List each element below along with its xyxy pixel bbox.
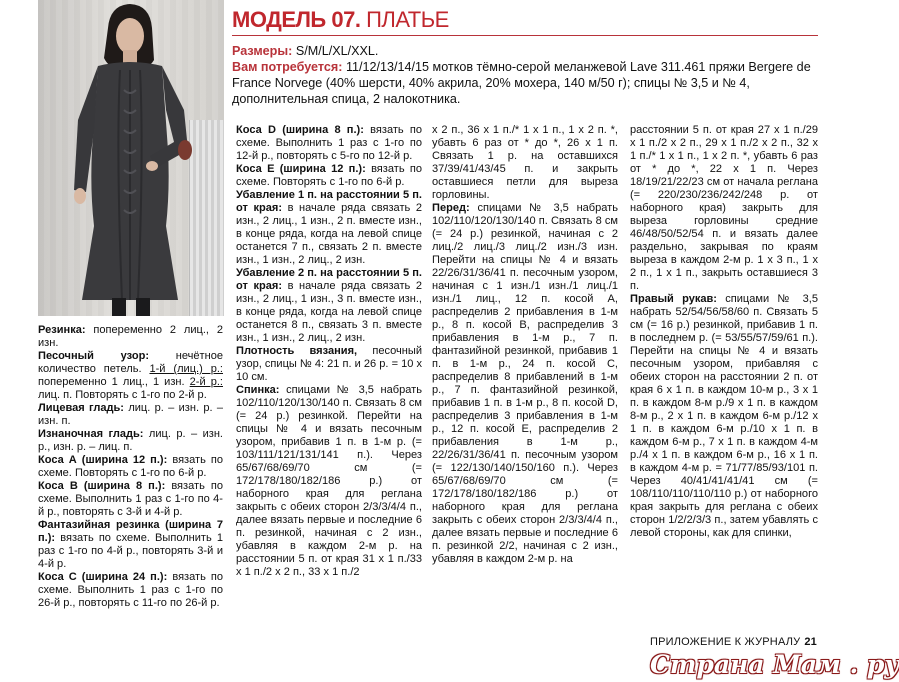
paragraph-label: Коса В (ширина 8 п.): — [38, 480, 166, 492]
materials-label: Вам потребуется: — [232, 60, 343, 74]
paragraph-label: Спинка: — [236, 384, 280, 396]
paragraph — [38, 324, 223, 350]
row-label: 1-й (лиц.) р.: — [149, 363, 223, 375]
paragraph-text: вязать по схеме. Повторять с 1-го по 6-й р. — [236, 163, 422, 188]
intro-block — [232, 43, 822, 107]
footer-text: ПРИЛОЖЕНИЕ К ЖУРНАЛУ — [650, 636, 801, 648]
page-number: 21 — [804, 636, 817, 648]
row-label: 2-й р.: — [189, 376, 223, 388]
paragraph-label: Фантазийная резинка (ширина 7 п.): — [38, 519, 223, 544]
paragraph-label: Плотность вязания, — [236, 345, 358, 357]
paragraph-text: х 2 п., 36 х 1 п./* 1 х 1 п., 1 х 2 п. *, убавть 6 раз от * до *, 26 х 1 п. Связать 1 р. на оставшихся 37/39/41/43/45 п. и закрыть оставшиеся петли для выреза горловины. — [432, 124, 618, 201]
paragraph — [38, 402, 223, 428]
paragraph-text: спицами № 3,5 набрать 102/110/120/130/140 п. Связать 8 см (= 24 р.) резинкой. Перейти на спицы № 4 и вязать песочным узором, прибавив 1 п. в 1-м р. (= 103/111/121/131/141 п.). Через 65/67/68/69/70 см (= 172/178/180/182/186 р.) от наборного края для реглана закрыть с обеих сторон 2/3/3/4/4 п., далее вязать первые и последние 6 п. резинкой, начиная с 2 изн., убавляя в каждом 2-м р. на расстоянии 5 п. от края 31 х 1 п./33 х 1 п./2 х 2 п., 33 х 1 п./2 — [236, 384, 422, 578]
paragraph-text: в начале ряда связать 2 изн., 2 лиц., 1 изн., 3 п. вместе изн., в конце ряда, когда на левой спице останется 8 п., связать 3 п. вместе изн., 1 изн., 2 лиц., 2 изн. — [236, 280, 422, 344]
sizes-value: S/M/L/XL/XXL. — [295, 44, 379, 58]
paragraph-text: попеременно 2 лиц., 2 изн. — [38, 324, 224, 349]
paragraph — [38, 350, 223, 402]
paragraph-text: вязать по схеме. Выполнить 1 раз с 1-го по 12-й р., повторять с 5-го по 12-й р. — [236, 124, 423, 162]
paragraph-text: в начале ряда связать 2 изн., 2 лиц., 1 изн., 2 п. вместе изн., в конце ряда, когда на левой спице останется 7 п., связать 2 п. вместе изн., 1 изн., 2 лиц., 2 изн. — [236, 202, 422, 266]
materials-value: 11/12/13/14/15 мотков тёмно-серой меланжевой Lave 311.461 пряжи Bergere de France Norvege (40% шерсти, 40% акрила, 20% мохера, 140 м/50 г); спицы № 3,5 и № 4, дополнительная спица, 2 налокотника. — [232, 60, 811, 106]
paragraph — [38, 519, 223, 571]
paragraph-label: Резинка: — [38, 324, 86, 336]
paragraph-label: Песочный узор: — [38, 350, 150, 362]
paragraph-label: Перед: — [432, 202, 470, 214]
title-bar — [232, 9, 818, 36]
paragraph-label: Изнаночная гладь: — [38, 428, 144, 440]
paragraph-text: песочный узор, спицы № 4: 21 п. и 26 р. = 10 х 10 см. — [236, 345, 422, 383]
column-front — [432, 124, 618, 566]
paragraph-text: нечётное количество петель. — [38, 350, 223, 375]
paragraph-text: спицами № 3,5 набрать 102/110/120/130/140 п. Связать 8 см (= 24 р.) резинкой, начиная с 2 лиц./2 лиц./3 лиц./2 изн./3 изн. Перейти на спицы № 4 и вязать 22/26/31/36/41 п. песочным узором, начиная с 1 изн./1 изн./1 лиц./1 изн./1 лиц., 12 п. косой А, распределив 2 прибавления в 1-м р., 8 п. косой В, распределив 3 прибавления в 1-м р., 7 п. фантазийной резинкой, прибавив 1 п. в 1-м р., 24 п. косой С, распределив 8 прибавлений в 1-м р., 7 п. фантазийной резинкой, прибавив 1 п. в 1-м р., 8 п. косой D, распределив 3 прибавления в 1-м р., 12 п. косой Е, распределив 2 прибавления в 1-м р., 22/26/31/36/41 п. песочным узором (= 122/130/140/150/160 п.). Через 65/67/68/69/70 см (= 172/178/180/182/186 р.) от наборного края для реглана закрыть с обеих сторон 2/3/3/4/4 п., далее вязать первые и последние 6 п. резинкой 2/2, начиная с 2 изн., убавляя в каждом 2-м р. на — [432, 202, 618, 565]
page-footer — [650, 636, 817, 648]
paragraph-label: Коса А (ширина 12 п.): — [38, 454, 168, 466]
paragraph — [432, 124, 618, 202]
column-patterns — [38, 324, 223, 610]
paragraph-label: Лицевая гладь: — [38, 402, 124, 414]
paragraph-label: Убавление 1 п. на расстоянии 5 п. от края: — [236, 189, 422, 214]
model-photo — [38, 0, 224, 316]
paragraph-text: лиц. р. – изн. р., изн. р. – лиц. п. — [38, 428, 224, 453]
paragraph — [38, 428, 223, 454]
paragraph-text: лиц. п. Повторять с 1-го по 2-й р. — [38, 389, 207, 401]
paragraph — [236, 345, 422, 384]
paragraph-text: попеременно 1 лиц., 1 изн. — [38, 376, 185, 388]
watermark: Страна Мам . ру — [650, 650, 899, 679]
sizes-label: Размеры: — [232, 44, 293, 58]
model-figure — [38, 0, 224, 316]
column-back — [236, 124, 422, 579]
paragraph-label: Правый рукав: — [630, 293, 717, 305]
paragraph — [630, 293, 818, 540]
paragraph-text: вязать по схеме. Выполнить 1 раз с 1-го по 26-й р., повторять с 11-го по 26-й р. — [38, 571, 223, 609]
paragraph-label: Убавление 2 п. на расстоянии 5 п. от края: — [236, 267, 422, 292]
paragraph-text: вязать по схеме. Выполнить 1 раз с 1-го по 4-й р., повторять с 3-й и 4-й р. — [38, 480, 224, 518]
paragraph — [630, 124, 818, 293]
paragraph — [432, 202, 618, 566]
column-sleeve — [630, 124, 818, 540]
paragraph — [38, 571, 223, 610]
paragraph-label: Коса С (ширина 24 п.): — [38, 571, 168, 583]
paragraph-text: спицами № 3,5 набрать 52/54/56/58/60 п. Связать 5 см (= 16 р.) резинкой, прибавив 1 п. в последнем р. (= 53/55/57/59/61 п.). Перейти на спицы № 4 и вязать песочным узором, прибавляя с обеих сторон на расстоянии 2 п. от края 6 х 1 п. в каждом 10-м р., 3 х 1 п. в каждом 8-м р./9 х 1 п. в каждом 8-м р., 2 х 1 п. в каждом 6-м р./12 х 1 п. в каждом 6-м р./10 х 1 п. в каждом 6-м р., 7 х 1 п. в каждом 4-м р./4 х 1 п. в каждом 6-м р., 16 х 1 п. в каждом 4-м р. = 71/77/85/93/101 п. Через 40/41/41/41/41 см (= 108/110/110/110/110 р.) от наборного края закрыть для реглана с обеих сторон 1/2/2/3/3 п., затем убавлять с левой стороны, как для спинки, — [630, 293, 818, 539]
paragraph-text: вязать по схеме. Повторять с 1-го по 6-й р. — [38, 454, 223, 479]
paragraph — [38, 454, 223, 480]
paragraph-label: Коса Е (ширина 12 п.): — [236, 163, 366, 175]
paragraph — [236, 384, 422, 579]
model-number: МОДЕЛЬ 07. — [232, 7, 361, 32]
page-title — [232, 7, 449, 33]
model-name: ПЛАТЬЕ — [366, 7, 449, 32]
paragraph — [236, 267, 422, 345]
paragraph — [38, 480, 223, 519]
paragraph — [236, 163, 422, 189]
paragraph — [236, 189, 422, 267]
paragraph-text: расстоянии 5 п. от края 27 х 1 п./29 х 1 п./2 х 2 п., 29 х 1 п./2 х 2 п., 32 х 1 п./* 1 х 1 п., 1 х 2 п. *, убавть 6 раз от * до *, 22 х 1 п. Через 18/19/21/22/23 см от начала реглана (= 220/230/236/242/248 р. от наборного края) закрыть для выреза горловины средние 46/48/50/52/54 п. и вязать далее раздельно, закрывая по краям выреза в каждом 2-м р. 1 х 3 п., 1 х 2 п., 1 х 1 п., закрыть оставшиеся 3 п. — [630, 124, 818, 292]
paragraph — [236, 124, 422, 163]
paragraph-text: лиц. р. – изн. р. – изн. п. — [38, 402, 223, 427]
paragraph-text: вязать по схеме. Выполнить 1 раз с 1-го по 4-й р., повторять 3-й и 4-й р. — [38, 532, 223, 570]
paragraph-label: Коса D (ширина 8 п.): — [236, 124, 364, 136]
